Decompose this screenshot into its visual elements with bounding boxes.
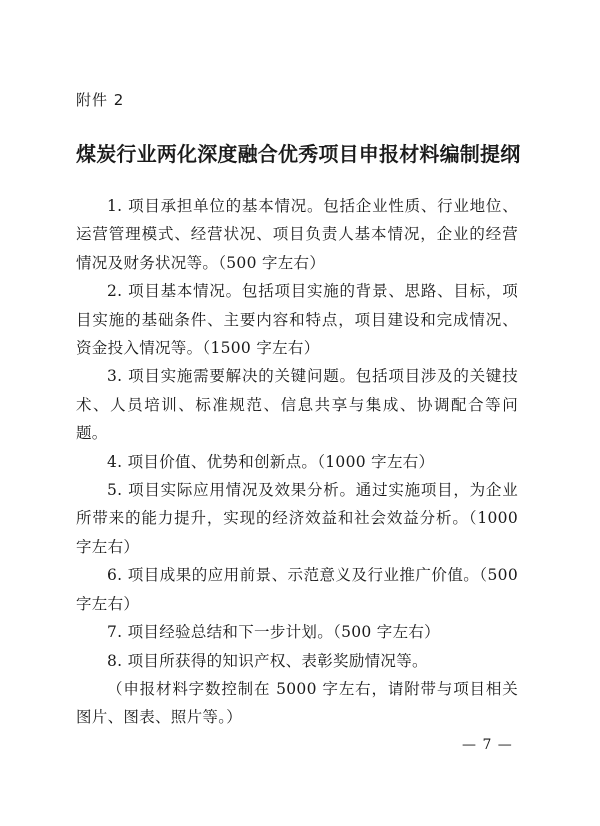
paragraph-item-6: 6. 项目成果的应用前景、示范意义及行业推广价值。（500 字左右） [76, 566, 518, 613]
paragraph-item-7: 7. 项目经验总结和下一步计划。（500 字左右） [107, 623, 440, 642]
paragraph-item-2: 2. 项目基本情况。包括项目实施的背景、思路、目标，项目实施的基础条件、主要内容和特点，项目建设和完成情况、资金投入情况等。（1500 字左右） [76, 282, 518, 358]
document-body [76, 192, 518, 732]
paragraph-item-1: 1. 项目承担单位的基本情况。包括企业性质、行业地位、运营管理模式、经营状况、项目负责人基本情况，企业的经营情况及财务状况等。（500 字左右） [76, 197, 518, 272]
attachment-label: 附件 2 [76, 91, 125, 109]
paragraph-item-8: 8. 项目所获得的知识产权、表彰奖励情况等。 [107, 651, 428, 670]
paragraph-item-5: 5. 项目实际应用情况及效果分析。通过实施项目，为企业所带来的能力提升，实现的经济效益和社会效益分析。（1000 字左右） [76, 481, 518, 556]
document-title: 煤炭行业两化深度融合优秀项目申报材料编制提纲 [76, 142, 521, 166]
paragraph-item-4: 4. 项目价值、优势和创新点。（1000 字左右） [107, 452, 435, 471]
paragraph-item-3: 3. 项目实施需要解决的关键问题。包括项目涉及的关键技术、人员培训、标准规范、信息共享与集成、协调配合等问题。 [76, 367, 518, 443]
page-number: — 7 — [462, 737, 513, 753]
note-paragraph: （申报材料字数控制在 5000 字左右，请附带与项目相关图片、图表、照片等。） [76, 679, 518, 727]
